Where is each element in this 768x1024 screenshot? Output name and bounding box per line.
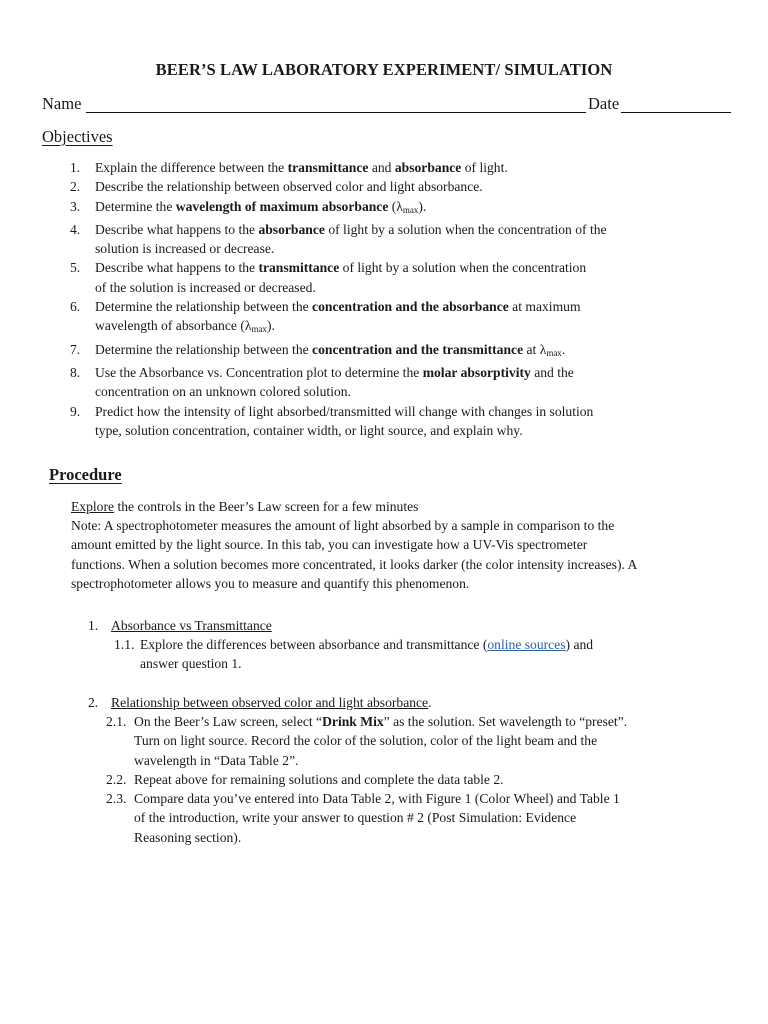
document-title: BEER’S LAW LABORATORY EXPERIMENT/ SIMULATION xyxy=(155,60,613,79)
text: solution is increased or decrease. xyxy=(95,241,275,257)
text: wavelength in “Data Table 2”. xyxy=(134,752,299,768)
list-item xyxy=(0,402,675,441)
text: Determine the relationship between the xyxy=(95,299,313,315)
list-number: 4. xyxy=(70,221,81,237)
text: of light. xyxy=(461,160,508,175)
section-2-2-number: 2.2. xyxy=(106,772,127,787)
objectives-list xyxy=(0,158,675,440)
text: and xyxy=(368,160,395,175)
note-paragraph xyxy=(71,516,711,593)
section-1-1-number: 1.1. xyxy=(114,637,135,652)
explore-text: the controls in the Beer’s Law screen for a few minutes xyxy=(114,499,419,514)
text: On the Beer’s Law screen, select “ xyxy=(134,714,323,729)
date-label: Date xyxy=(588,94,620,113)
list-item xyxy=(0,340,675,363)
text: Predict how the intensity of light absorbed/transmitted will change with changes in solution xyxy=(95,403,594,419)
list-number: 5. xyxy=(70,260,81,276)
name-field[interactable] xyxy=(86,94,586,113)
text: wavelength of absorbance (λ xyxy=(95,318,252,334)
text: ). xyxy=(418,198,427,214)
section-1-1-text xyxy=(140,635,700,674)
list-number: 6. xyxy=(70,299,81,315)
text: of light by a solution when the concentration xyxy=(339,260,587,276)
name-label: Name xyxy=(42,94,82,113)
text: Use the Absorbance vs. Concentration plot to determine the xyxy=(95,364,423,380)
text: Turn on light source. Record the color of the solution, color of the light beam and the xyxy=(134,733,598,749)
term-transmittance: transmittance xyxy=(287,160,369,175)
list-number: 3. xyxy=(70,198,81,214)
list-number: 2. xyxy=(70,179,81,195)
name-date-line xyxy=(42,94,732,116)
section-1-title: Absorbance vs Transmittance xyxy=(111,618,272,633)
note-line: functions. When a solution becomes more concentrated, it looks darker (the color intensity increases). A xyxy=(71,556,638,572)
section-2-title xyxy=(111,693,432,712)
section-2-1-number: 2.1. xyxy=(106,714,127,729)
text: Reasoning section). xyxy=(134,829,242,845)
explore-line xyxy=(71,497,711,516)
list-number: 8. xyxy=(70,364,81,380)
text: Describe what happens to the xyxy=(95,221,259,237)
list-item xyxy=(0,258,675,297)
subscript: max xyxy=(251,324,267,335)
section-2-3-text xyxy=(134,789,714,847)
bold-term: transmittance xyxy=(258,260,340,276)
text: and the xyxy=(530,364,574,380)
text: Explain the difference between the xyxy=(95,160,288,175)
text: of the introduction, write your answer to question # 2 (Post Simulation: Evidence xyxy=(134,810,577,826)
date-field[interactable] xyxy=(621,94,731,113)
drink-mix-term: Drink Mix xyxy=(322,714,384,729)
text: ). xyxy=(266,318,275,334)
online-sources-link[interactable]: online sources xyxy=(487,637,566,652)
explore-word: Explore xyxy=(71,499,115,514)
text: ) and xyxy=(565,637,594,652)
term-absorbance: absorbance xyxy=(394,160,462,175)
list-item xyxy=(0,220,675,259)
list-number: 1. xyxy=(70,160,81,175)
bold-term: concentration and the absorbance xyxy=(312,299,509,315)
text: answer question 1. xyxy=(140,656,242,672)
list-number: 9. xyxy=(70,403,81,419)
list-item xyxy=(0,197,675,220)
text: of the solution is increased or decreased. xyxy=(95,279,316,295)
section-2-number: 2. xyxy=(88,695,99,710)
text: Describe what happens to the xyxy=(95,260,259,276)
note-line: spectrophotometer allows you to measure and quantify this phenomenon. xyxy=(71,575,470,591)
procedure-heading: Procedure xyxy=(49,465,122,484)
list-item xyxy=(0,158,675,177)
text: Explore the differences between absorbance and transmittance ( xyxy=(140,637,488,652)
text: Determine the relationship between the xyxy=(95,341,313,357)
text: concentration on an unknown colored solution. xyxy=(95,384,351,400)
bold-term: absorbance xyxy=(258,221,325,237)
bold-term: molar absorptivity xyxy=(422,364,531,380)
list-item xyxy=(0,363,675,402)
list-number: 7. xyxy=(70,341,81,357)
section-2-2-text: Repeat above for remaining solutions and complete the data table 2. xyxy=(134,772,504,787)
subscript: max xyxy=(402,204,419,215)
subscript: max xyxy=(546,347,562,358)
text: at maximum xyxy=(508,299,581,315)
section-2-title-text: Relationship between observed color and light absorbance xyxy=(111,695,429,710)
note-line: amount emitted by the light source. In this tab, you can investigate how a UV-Vis spectrometer xyxy=(71,537,588,553)
text: . xyxy=(561,341,566,357)
note-line: Note: A spectrophotometer measures the amount of light absorbed by a sample in comparison to the xyxy=(71,518,615,533)
section-1-number: 1. xyxy=(88,618,99,633)
text: Determine the xyxy=(95,198,176,214)
text: (λ xyxy=(388,198,403,214)
text: ” as the solution. Set wavelength to “preset”. xyxy=(383,714,628,729)
list-item xyxy=(0,177,675,196)
text: at λ xyxy=(523,341,547,357)
section-2-1-text xyxy=(134,712,714,770)
text: Compare data you’ve entered into Data Table 2, with Figure 1 (Color Wheel) and Table 1 xyxy=(134,791,620,806)
bold-term: concentration and the transmittance xyxy=(312,341,524,357)
bold-term: wavelength of maximum absorbance xyxy=(175,198,389,214)
objectives-heading: Objectives xyxy=(42,127,113,146)
text: . xyxy=(428,695,432,710)
text: type, solution concentration, container width, or light source, and explain why. xyxy=(95,422,523,438)
list-item xyxy=(0,297,675,340)
text: Describe the relationship between observed color and light absorbance. xyxy=(95,179,483,195)
text: of light by a solution when the concentration of the xyxy=(324,221,607,237)
section-2-3-number: 2.3. xyxy=(106,791,127,806)
